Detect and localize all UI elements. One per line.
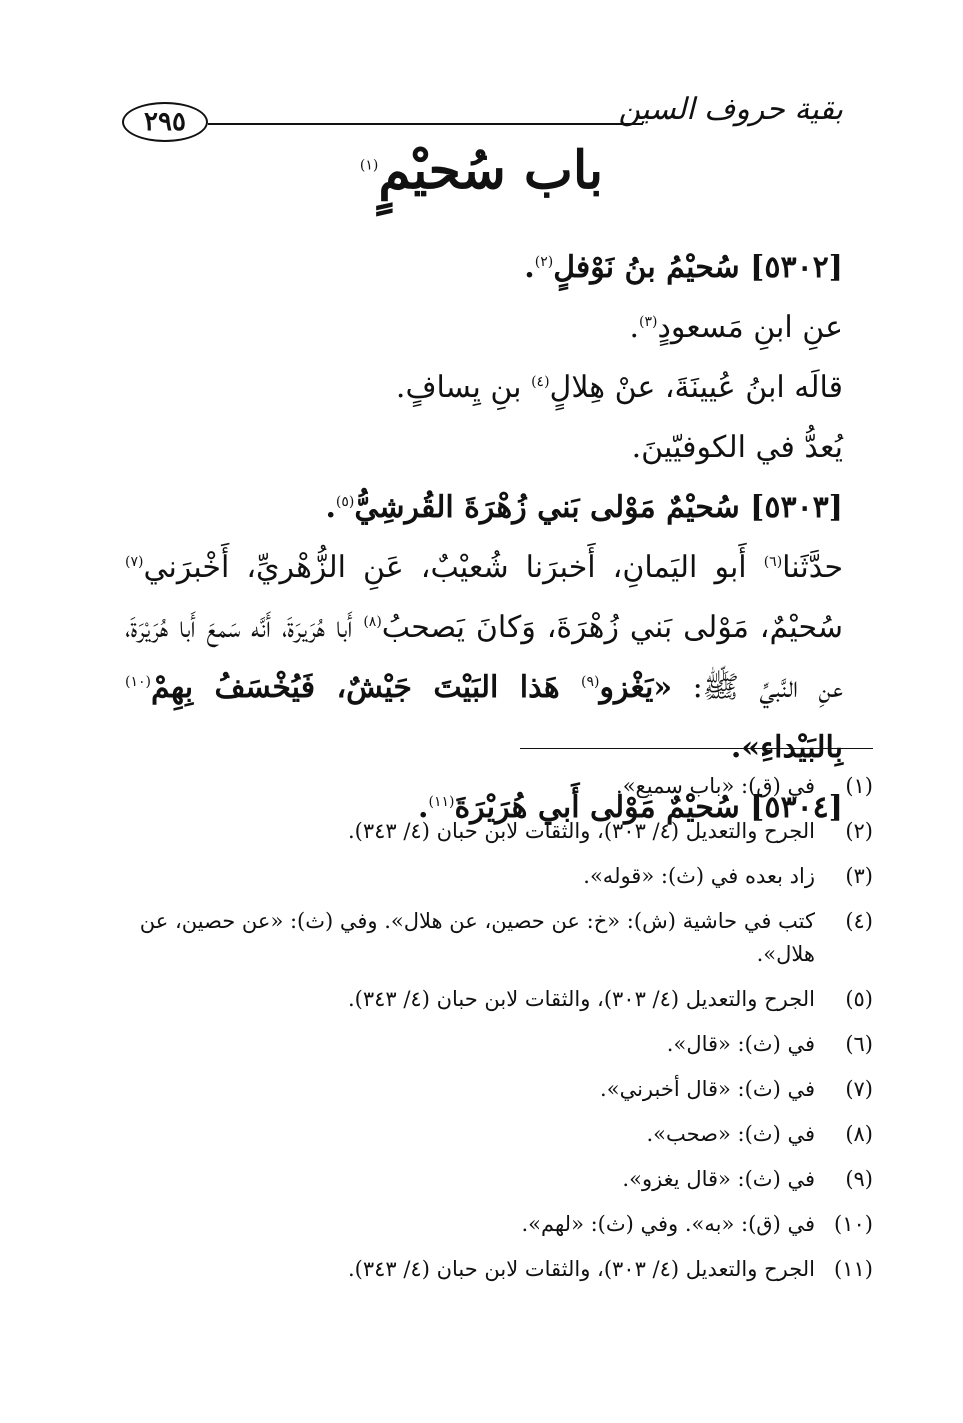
footnote: (٤) كتب في حاشية (ش): «خ: عن حصين، عن هلال». وفي (ث): «عن حصين، عن هلال». — [139, 909, 873, 966]
footnote-ref: (٨) — [363, 614, 382, 630]
footnote: (١١) الجرح والتعديل (٤/ ٣٠٣)، والثقات لابن حبان (٤/ ٣٤٣). — [347, 1257, 873, 1281]
footnote-ref: (١٠) — [125, 674, 151, 690]
text-line: قالَه ابنُ عُيينَةَ، عنْ هِلالٍ$^{(٤)}$ بنِ يِسافٍ. — [395, 370, 843, 405]
footnote-ref: (٧) — [125, 554, 144, 570]
running-header-title: بقية حروف السين — [618, 92, 843, 127]
footnote: (١٠) في (ق): «به». وفي (ث): «لهم». — [521, 1212, 873, 1236]
entry-5303: [٥٣٠٣] سُحيْمٌ مَوْلى بَني زُهْرَةَ القُرشِيُّ$^{(٥)}$. — [325, 490, 843, 525]
footnote: (٦) في (ث): «قال». — [666, 1032, 873, 1056]
footnote: (٣) زاد بعده في (ث): «قوله». — [583, 864, 873, 888]
footnote: (١) في (ق): «باب سميع». — [616, 774, 873, 798]
entry-5302: [٥٣٠٢] سُحيْمُ بنُ نَوْفلٍ$^{(٢)}$. — [524, 250, 843, 285]
chapter-title-text: باب سُحيْمٍ — [378, 140, 604, 201]
footnote-ref: (١١) — [428, 794, 455, 810]
footnote-ref: (١) — [359, 157, 379, 174]
footnote-ref: (٤) — [531, 374, 550, 390]
footnote: (٧) في (ث): «قال أخبرني». — [600, 1077, 873, 1101]
footnotes — [130, 770, 873, 1298]
footnote: (٢) الجرح والتعديل (٤/ ٣٠٣)، والثقات لابن حبان (٤/ ٣٤٣). — [347, 819, 873, 843]
footnote-ref: (٣) — [639, 314, 658, 330]
entry-5304: [٥٣٠٤] سُحيْمٌ مَوْلى أَبي هُرَيْرَةَ$^{(١١)}$. — [418, 790, 843, 825]
page-number: ٢٩٥ — [122, 102, 208, 142]
footnote-ref: (٥) — [335, 494, 355, 510]
footnote: (٩) في (ث): «قال يغزو». — [622, 1167, 873, 1191]
footnote-ref: (٢) — [534, 254, 554, 270]
footnote-ref: (٩) — [581, 674, 600, 690]
hadith-paragraph: حدَّثَنا$^{(٦)}$ أَبو اليَمانِ، أَخبرَنا شُعيْبٌ، عَنِ الزُّهْريِّ، أَخْبرَني$^{(٧)}$ سُحيْمٌ، مَوْلى بَني زُهْرَةَ، وَكانَ يَصحبُ$^{(٨)}$ أَبا هُرَيرَةَ، أَنَّه سَمعَ أَبا هُرَيْرَةَ، عنِ النَّبيِّ ﷺ: «يَغْزو$^{(٩)}$ هَذا البَيْتَ جَيْشٌ، فَيُخْسَفُ بِهِمْ$^{(١٠)}$ بِالبَيْداءِ». — [125, 550, 843, 765]
footnotes-rule — [520, 748, 873, 749]
chapter-title — [0, 140, 963, 201]
text-line: يُعدُّ في الكوفيّينَ. — [631, 430, 843, 465]
header-rule — [208, 123, 643, 125]
footnote-ref: (٦) — [763, 554, 783, 570]
footnote: (٨) في (ث): «صحب». — [646, 1122, 873, 1146]
footnote: (٥) الجرح والتعديل (٤/ ٣٠٣)، والثقات لابن حبان (٤/ ٣٤٣). — [347, 987, 873, 1011]
text-line: عنِ ابنِ مَسعودٍ$^{(٣)}$. — [629, 310, 843, 345]
